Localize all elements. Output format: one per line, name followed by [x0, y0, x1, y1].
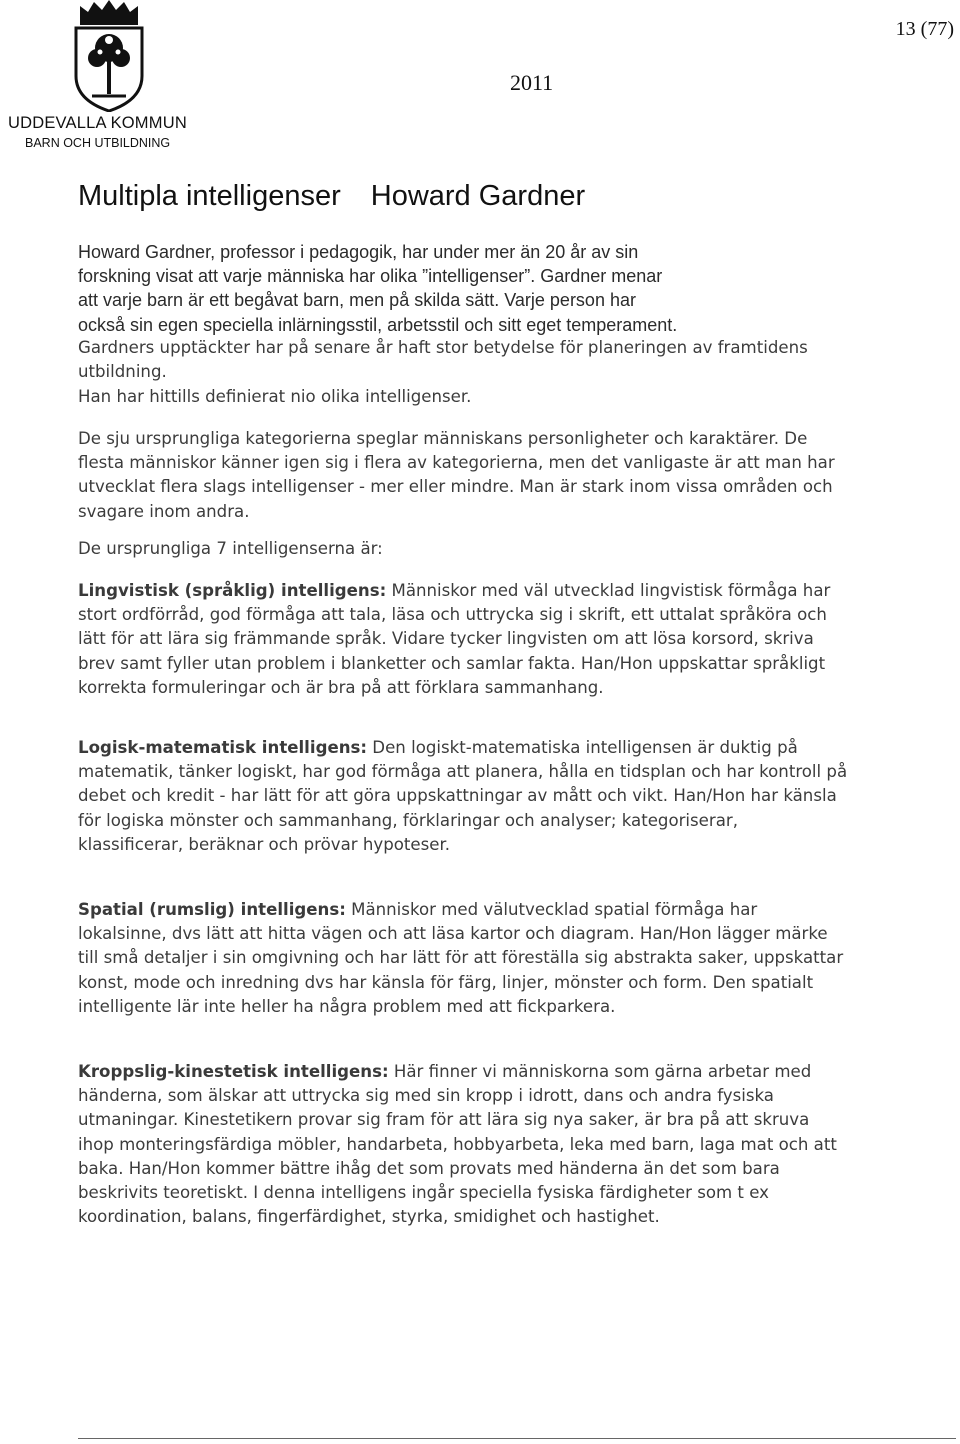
intelligence-bodily-kinesthetic — [78, 1060, 848, 1229]
intelligence-logical-mathematical — [78, 736, 848, 857]
intro-line: också sin egen speciella inlärningsstil, arbetsstil och sitt eget temperament. — [78, 314, 678, 335]
intro-line: att varje barn är ett begåvat barn, men på skilda sätt. Varje person har — [78, 290, 636, 311]
intelligence-name: Kroppslig-kinestetisk intelligens: — [78, 1062, 389, 1081]
paragraph-nine-intelligences: Han har hittills definierat nio olika intelligenser. — [78, 387, 472, 406]
intro-line: forskning visat att varje människa har olika ”intelligenser”. Gardner menar — [78, 266, 663, 287]
intelligence-description: Här finner vi människorna som gärna arbetar med händerna, som älskar att uttrycka sig med sin kropp i idrott, dans och andra fysiska utmaningar. Kinestetikern provar sig fram för att lära sig nya saker, är bra på att skruva ihop monteringsfärdiga möbler, handarbeta, hobbyarbeta, leka med barn, laga mat och att baka. Han/Hon kommer bättre ihåg det som provats med händerna än det som bara beskrivits teoretiskt. I denna intelligens ingår speciella fysiska färdigheter som t ex koordination, balans, fingerfärdighet, styrka, smidighet och hastighet. — [78, 1062, 837, 1227]
organization-logo — [8, 0, 208, 156]
paragraph-categories: De sju ursprungliga kategorierna speglar människans personligheter och karaktärer. De flesta människor känner igen sig i flera av kategorierna, men det vanligaste är att man har utvecklat flera slags intelligenser - mer eller mindre. Man är stark inom vissa områden och svagare inom andra. — [78, 429, 835, 521]
intelligence-description: Den logiskt-matematiska intelligensen är duktig på matematik, tänker logiskt, har god förmåga att planera, hålla en tidsplan och har kontroll på debet och kredit - har lätt för att göra uppskattningar av mått och vikt. Han/Hon har känsla för logiska mönster och sammanhang, förklaringar och analyser; kategoriserar, klassificerar, beräknar och prövar hypoteser. — [78, 738, 848, 854]
intelligence-linguistic — [78, 579, 848, 700]
intelligence-spatial — [78, 898, 848, 1019]
title-main: Multipla intelligenser — [78, 180, 341, 212]
intelligence-name: Lingvistisk (språklig) intelligens: — [78, 581, 387, 600]
title-author: Howard Gardner — [370, 180, 586, 212]
intro-line: Howard Gardner, professor i pedagogik, har under mer än 20 år av sin — [78, 242, 639, 262]
coat-of-arms-icon — [72, 0, 146, 112]
intelligence-description: Människor med välutvecklad spatial förmåga har lokalsinne, dvs lätt att hitta vägen och att läsa kartor och diagram. Han/Hon lägger märke till små detaljer i sin omgivning och har lätt för att föreställa sig abstrakta saker, uppskattar konst, mode och inredning dvs har känsla för färg, linjer, mönster och form. Den spatialt intelligente lär inte heller ha några problem med att fickparkera. — [78, 900, 844, 1016]
page-title — [78, 180, 585, 213]
intelligence-name: Logisk-matematisk intelligens: — [78, 738, 368, 757]
document-year: 2011 — [510, 70, 554, 95]
paragraph-gardner-findings: Gardners upptäckter har på senare år haft stor betydelse för planeringen av framtidens utbildning. — [78, 338, 808, 382]
page-number: 13 (77) — [895, 18, 954, 40]
footer-divider — [78, 1438, 956, 1439]
organization-name: UDDEVALLA KOMMUN — [8, 114, 187, 132]
intelligence-name: Spatial (rumslig) intelligens: — [78, 900, 346, 919]
intelligence-description: Människor med väl utvecklad lingvistisk förmåga har stort ordförråd, god förmåga att tala, läsa och uttrycka sig i skrift, ett uttalat språköra och lätt för att lära sig främmande språk. Vidare tycker lingvisten om att lösa korsord, skriva brev samt fyller utan problem i blanketter och samlar fakta. Han/Hon uppskattar språkligt korrekta formuleringar och är bra på att förklara sammanhang. — [78, 581, 831, 697]
intro-paragraph — [78, 240, 838, 337]
paragraph-original-seven: De ursprungliga 7 intelligenserna är: — [78, 539, 383, 558]
organization-department: BARN OCH UTBILDNING — [25, 136, 171, 150]
